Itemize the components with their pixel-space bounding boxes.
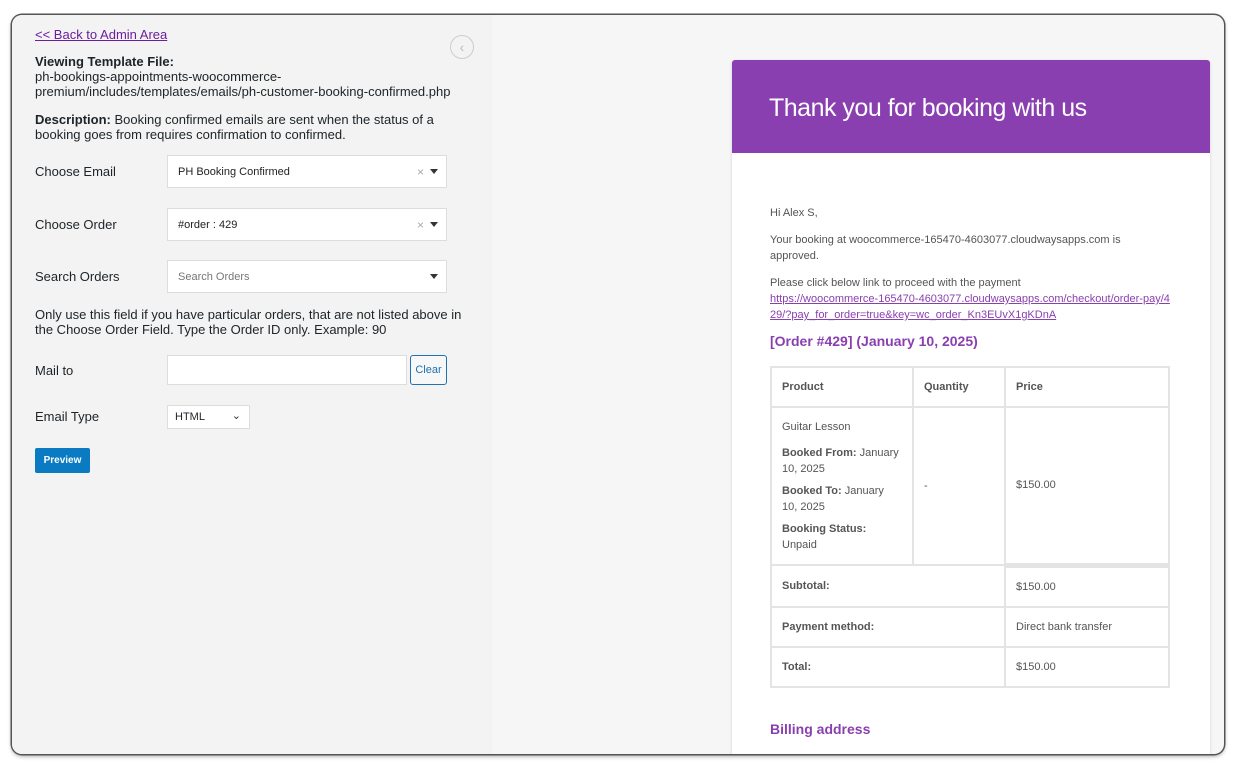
- email-type-label: Email Type: [35, 409, 100, 424]
- price-cell: $150.00: [1005, 407, 1169, 565]
- email-heading: Thank you for booking with us: [732, 60, 1210, 153]
- table-row: [771, 407, 1169, 565]
- choose-order-label: Choose Order: [35, 217, 117, 232]
- template-file-info: [35, 54, 475, 99]
- booked-from: Booked From: January 10, 2025: [782, 447, 899, 475]
- approved-text: Your booking at woocommerce-165470-4603077.cloudwaysapps.com is approved.: [770, 234, 1121, 262]
- caret-down-icon: [430, 274, 438, 279]
- quantity-cell: -: [913, 407, 1005, 565]
- column-header: Product: [771, 367, 913, 407]
- totals-value: $150.00: [1005, 647, 1169, 687]
- booked-to: Booked To: January 10, 2025: [782, 485, 884, 513]
- chevron-down-icon: ⌄: [231, 410, 241, 422]
- description-text: Booking confirmed emails are sent when the status of a booking goes from requires confirmation to confirmed.: [35, 112, 434, 142]
- choose-email-value: PH Booking Confirmed: [178, 165, 290, 178]
- order-table: [770, 366, 1170, 688]
- email-type-select[interactable]: [167, 405, 250, 429]
- booking-status: Booking Status: Unpaid: [782, 523, 867, 551]
- back-to-admin-link[interactable]: << Back to Admin Area: [35, 27, 168, 42]
- totals-row: [771, 607, 1169, 647]
- template-label: Viewing Template File:: [35, 54, 174, 69]
- payment-prompt: Please click below link to proceed with the payment: [770, 277, 1021, 289]
- mail-to-input[interactable]: [167, 355, 407, 385]
- search-orders-select[interactable]: [167, 260, 447, 293]
- clear-button[interactable]: Clear: [410, 355, 447, 385]
- email-preview: [732, 60, 1210, 754]
- settings-panel: [12, 15, 492, 754]
- order-title: [Order #429] (January 10, 2025): [770, 333, 978, 349]
- totals-label: Payment method:: [771, 607, 1005, 647]
- choose-email-select[interactable]: [167, 155, 447, 188]
- search-orders-note: Only use this field if you have particular orders, that are not listed above in the Choose Order Field. Type the Order ID only. Example: 90: [35, 307, 462, 337]
- column-header: Price: [1005, 367, 1169, 407]
- billing-address-title: Billing address: [770, 720, 871, 737]
- totals-label: Subtotal:: [771, 565, 1005, 607]
- product-name: Guitar Lesson: [782, 421, 851, 433]
- choose-email-label: Choose Email: [35, 164, 116, 179]
- description: [35, 112, 475, 142]
- mail-to-label: Mail to: [35, 363, 74, 378]
- caret-down-icon: [430, 222, 438, 227]
- email-type-value: HTML: [175, 411, 205, 423]
- totals-value: Direct bank transfer: [1005, 607, 1169, 647]
- clear-icon[interactable]: ×: [416, 217, 424, 232]
- totals-row: [771, 647, 1169, 687]
- description-label: Description:: [35, 112, 111, 127]
- chevron-left-icon: ‹: [459, 39, 465, 55]
- column-header: Quantity: [913, 367, 1005, 407]
- caret-down-icon: [430, 169, 438, 174]
- search-orders-label: Search Orders: [35, 269, 120, 284]
- search-orders-placeholder: Search Orders: [178, 270, 250, 283]
- preview-button[interactable]: Preview: [35, 448, 90, 473]
- app-window: [12, 15, 1224, 754]
- payment-link[interactable]: https://woocommerce-165470-4603077.cloudwaysapps.com/checkout/order-pay/429/?pay_for_order=true&key=wc_order_Kn3EUvX1gKDnA: [770, 293, 1170, 321]
- choose-order-value: #order : 429: [178, 218, 238, 231]
- choose-order-select[interactable]: [167, 208, 447, 241]
- template-path: ph-bookings-appointments-woocommerce-premium/includes/templates/emails/ph-customer-booking-confirmed.php: [35, 69, 451, 99]
- greeting: Hi Alex S,: [770, 207, 818, 219]
- totals-value: $150.00: [1005, 565, 1169, 607]
- totals-label: Total:: [771, 647, 1005, 687]
- clear-icon[interactable]: ×: [416, 164, 424, 179]
- totals-row: [771, 565, 1169, 607]
